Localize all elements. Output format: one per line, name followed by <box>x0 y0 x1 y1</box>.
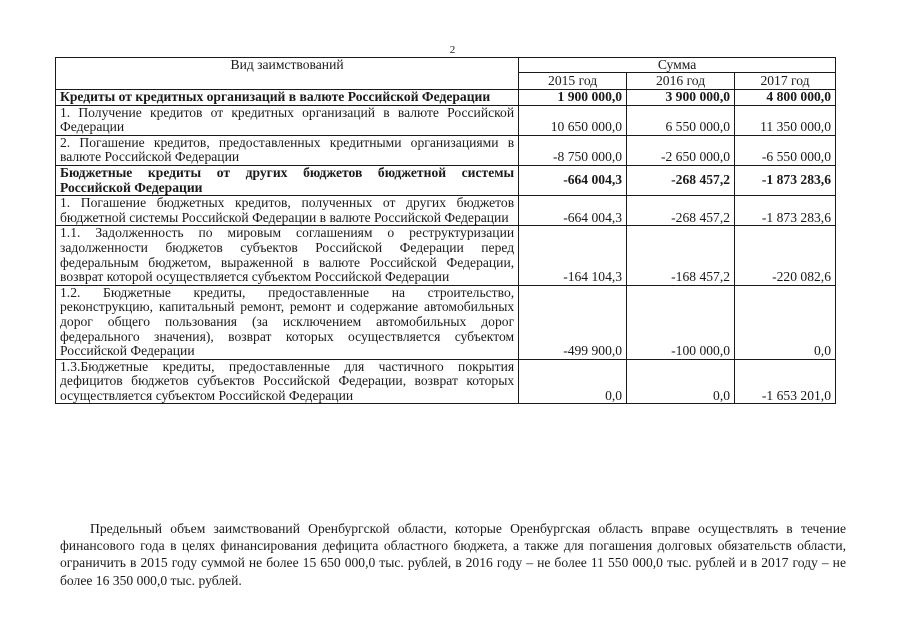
row-value-2017: 0,0 <box>735 285 836 359</box>
row-value-2015: -164 104,3 <box>519 226 627 285</box>
row-value-2017: 11 350 000,0 <box>735 105 836 135</box>
row-value-2016: -268 457,2 <box>627 196 735 226</box>
row-value-2016: -168 457,2 <box>627 226 735 285</box>
table-row <box>56 226 836 285</box>
row-value-2017: -6 550 000,0 <box>735 135 836 165</box>
row-value-2017: 4 800 000,0 <box>735 90 836 106</box>
row-value-2015: -8 750 000,0 <box>519 135 627 165</box>
borrowing-limit-paragraph: Предельный объем заимствований Оренбургской области, которые Оренбургская область вправе осуществлять в течение финансового года в целях финансирования дефицита областного бюджета, а также для погашения долговых обязательств области, ограничить в 2015 году суммой не более 15 650 000,0 тыс. рублей, в 2016 году – не более 11 550 000,0 тыс. рублей и в 2017 году – не более 16 350 000,0 тыс. рублей. <box>60 521 846 588</box>
header-year-2017: 2017 год <box>735 73 836 90</box>
row-value-2015: -664 004,3 <box>519 196 627 226</box>
row-value-2015: -664 004,3 <box>519 165 627 195</box>
table-row <box>56 135 836 165</box>
row-value-2017: -1 653 201,0 <box>735 359 836 404</box>
row-value-2017: -220 082,6 <box>735 226 836 285</box>
row-label: Кредиты от кредитных организаций в валюте Российской Федерации <box>56 90 519 106</box>
row-label: 1.2. Бюджетные кредиты, предоставленные на строительство, реконструкцию, капитальный ремонт, ремонт и содержание автомобильных дорог общего пользования (за исключением автомобильных дорог федерального значения), возврат которых осуществляется субъектом Российской Федерации <box>56 285 519 359</box>
row-value-2016: -2 650 000,0 <box>627 135 735 165</box>
borrowing-table <box>55 57 836 404</box>
row-value-2016: 3 900 000,0 <box>627 90 735 106</box>
table-row <box>56 90 836 106</box>
row-value-2016: -268 457,2 <box>627 165 735 195</box>
row-value-2015: 0,0 <box>519 359 627 404</box>
row-value-2016: 6 550 000,0 <box>627 105 735 135</box>
table-row <box>56 105 836 135</box>
table-row <box>56 165 836 195</box>
row-label: Бюджетные кредиты от других бюджетов бюджетной системы Российской Федерации <box>56 165 519 195</box>
row-label: 1. Получение кредитов от кредитных организаций в валюте Российской Федерации <box>56 105 519 135</box>
row-value-2017: -1 873 283,6 <box>735 196 836 226</box>
table-row <box>56 285 836 359</box>
row-label: 1.3.Бюджетные кредиты, предоставленные для частичного покрытия дефицитов бюджетов субъектов Российской Федерации, возврат которых осуществляется субъектом Российской Федерации <box>56 359 519 404</box>
row-value-2016: 0,0 <box>627 359 735 404</box>
table-row <box>56 359 836 404</box>
row-value-2015: -499 900,0 <box>519 285 627 359</box>
row-value-2015: 1 900 000,0 <box>519 90 627 106</box>
row-value-2016: -100 000,0 <box>627 285 735 359</box>
header-year-2015: 2015 год <box>519 73 627 90</box>
table-row <box>56 196 836 226</box>
header-description: Вид заимствований <box>56 58 519 90</box>
header-year-2016: 2016 год <box>627 73 735 90</box>
page-number: 2 <box>449 44 456 56</box>
row-label: 1. Погашение бюджетных кредитов, полученных от других бюджетов бюджетной системы Российской Федерации в валюте Российской Федерации <box>56 196 519 226</box>
row-label: 2. Погашение кредитов, предоставленных кредитными организациями в валюте Российской Федерации <box>56 135 519 165</box>
row-value-2015: 10 650 000,0 <box>519 105 627 135</box>
row-value-2017: -1 873 283,6 <box>735 165 836 195</box>
header-sum: Сумма <box>519 58 836 73</box>
row-label: 1.1. Задолженность по мировым соглашениям о реструктуризации задолженности бюджетов субъектов Российской Федерации перед федеральным бюджетом, выраженной в валюте Российской Федерации, возврат которой осуществляется субъектом Российской Федерации <box>56 226 519 285</box>
